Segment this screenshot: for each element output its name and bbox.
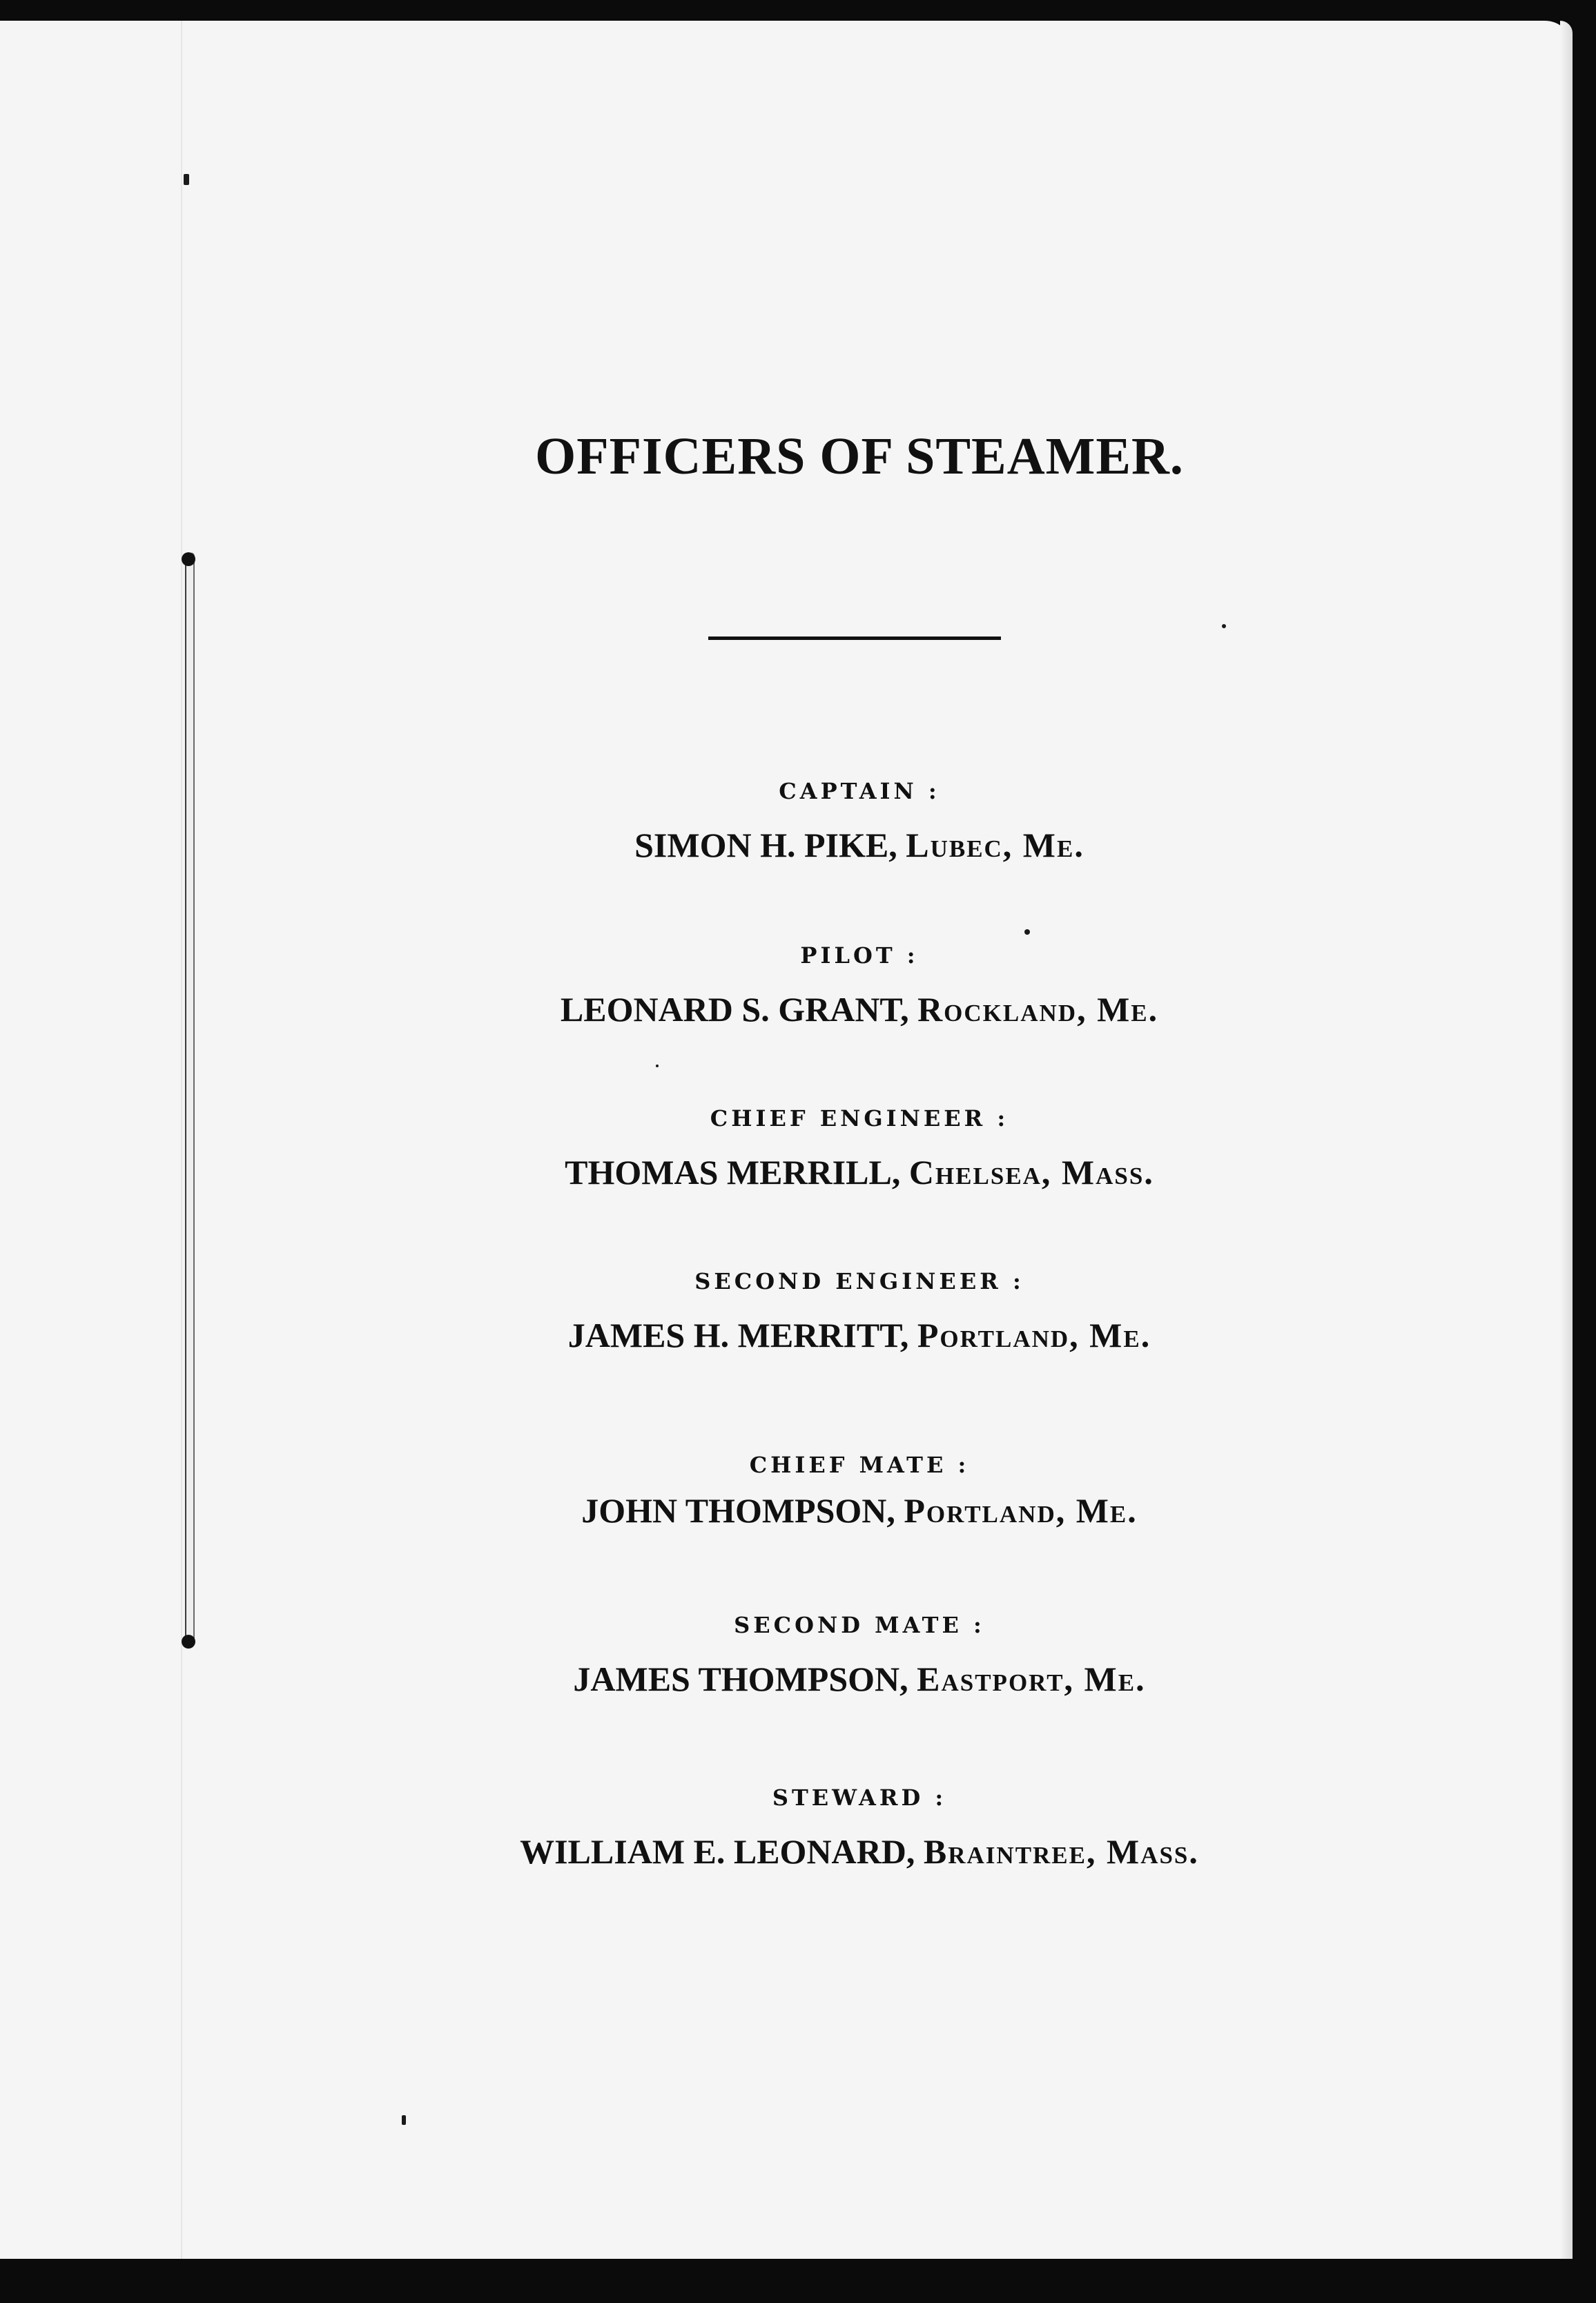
officer-name: LEONARD S. GRANT, [560,990,909,1029]
officer-person [400,817,1318,873]
officer-person [400,1145,1318,1200]
officer-name: WILLIAM E. LEONARD, [520,1832,915,1871]
officer-name: THOMAS MERRILL, [565,1153,901,1192]
officer-entry-pilot [400,935,1318,1037]
officer-role: CAPTAIN : [779,778,940,804]
officer-name: JAMES THOMPSON, [573,1660,908,1698]
ink-speck [1024,929,1030,935]
officer-role: SECOND MATE : [734,1612,985,1638]
officer-person [400,1824,1318,1879]
officer-place: Portland, Me. [904,1491,1138,1530]
officer-entry-chief-engineer [400,1098,1318,1200]
officer-place: Lubec, Me. [906,826,1084,864]
officer-role: CHIEF MATE : [749,1452,970,1478]
officer-place: Chelsea, Mass. [908,1153,1154,1192]
officer-entry-captain [400,770,1318,873]
officer-entry-second-mate [400,1604,1318,1707]
binding-fold-line [181,21,182,2259]
officer-role: CHIEF ENGINEER : [710,1105,1009,1131]
officer-entry-chief-mate [400,1444,1318,1538]
page-title: OFFICERS OF STEAMER. [535,427,1184,485]
page-edge [1560,21,1573,2259]
officer-name: JOHN THOMPSON, [581,1491,895,1530]
officer-entry-steward [400,1777,1318,1879]
officer-name: JAMES H. MERRITT, [567,1316,909,1354]
officer-role: STEWARD : [772,1785,947,1811]
officer-entry-second-engineer [400,1261,1318,1363]
officer-role: PILOT : [800,942,919,969]
officer-role: SECOND ENGINEER : [694,1268,1024,1294]
officer-name: SIMON H. PIKE, [634,826,897,864]
officer-place: Eastport, Me. [917,1660,1146,1698]
officer-person [400,1651,1318,1707]
binding-stitch [185,552,195,1643]
ink-speck [402,2115,406,2125]
officer-place: Portland, Me. [917,1316,1151,1354]
title-divider-rule [708,637,1001,640]
binding-stitch-top-knob [182,552,195,566]
ink-speck [1222,624,1226,628]
officer-person [400,982,1318,1037]
document-page [0,21,1573,2259]
officer-person [400,1308,1318,1363]
binding-stitch-bottom-knob [182,1635,195,1649]
officer-person [400,1483,1318,1538]
officer-place: Rockland, Me. [917,990,1159,1029]
ink-speck [656,1065,659,1067]
ink-speck [184,174,189,185]
officer-place: Braintree, Mass. [923,1832,1199,1871]
